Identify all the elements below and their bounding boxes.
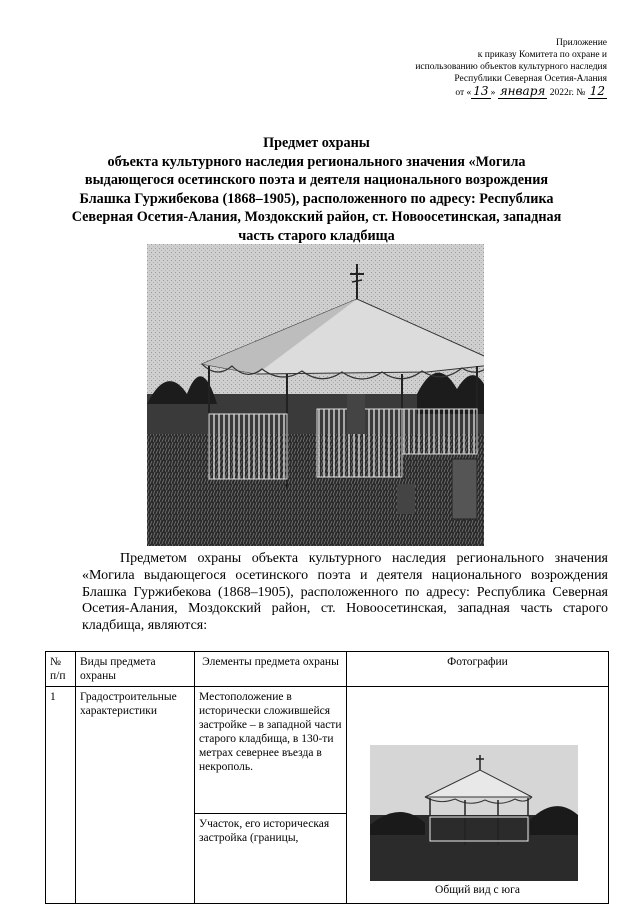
row-element-location: Местоположение в исторически сложившейся застройке – в западной части старого кладбища, в 130-ти метрах севернее въезда в некрополь. [195, 687, 347, 814]
order-number: 12 [589, 84, 605, 98]
date-prefix: от « [455, 88, 472, 98]
header-num: № п/п [46, 652, 76, 687]
title-line: Блашка Гуржибекова (1868–1905), расположенного по адресу: Республика [79, 190, 554, 207]
document-title [40, 134, 593, 245]
grave-pavilion-photo [147, 244, 484, 546]
intro-paragraph [82, 551, 608, 635]
intro-text: Предметом охраны объекта культурного наследия регионального значения «Могила выдающегося осетинского поэта и деятеля национального возрождения Блашка Гуржибекова (1868–1905), расположенного по адресу: Республика Северная Осетия-Алания, Моздокский район, ст. Новоосетинская, западная часть старого кладбища, являются: [82, 551, 608, 634]
row-photo-cell [347, 687, 609, 904]
photo-caption: Общий вид с юга [435, 884, 520, 896]
appendix-line: к приказу Комитета по охране и [477, 50, 607, 60]
title-line: объекта культурного наследия регионального значения «Могила [107, 153, 526, 170]
title-line: выдающегося осетинского поэта и деятеля национального возрождения [84, 172, 549, 188]
row-type: Градостроительные характеристики [76, 687, 195, 904]
date-day: 13 [473, 84, 489, 98]
table-header-row [46, 652, 609, 687]
title-line: Предмет охраны [263, 135, 370, 151]
appendix-date-line [327, 85, 607, 99]
appendix-line: использованию объектов культурного наследия [415, 62, 607, 72]
title-line: Северная Осетия-Алания, Моздокский район, ст. Новоосетинская, западная [71, 209, 562, 225]
date-year: 2022г. № [549, 88, 586, 98]
south-view-photo [370, 745, 578, 881]
header-photos: Фотографии [347, 652, 609, 687]
header-type: Виды предмета охраны [76, 652, 195, 687]
row-element-plot: Участок, его историческая застройка (границы, [195, 814, 347, 904]
table-row [46, 687, 609, 814]
appendix-line: Республики Северная Осетия-Алания [454, 74, 607, 84]
appendix-header [327, 37, 607, 99]
protection-table [45, 651, 609, 904]
appendix-line: Приложение [556, 38, 607, 48]
header-elements: Элементы предмета охраны [195, 652, 347, 687]
row-num: 1 [46, 687, 76, 904]
title-line: часть старого кладбища [238, 227, 395, 244]
date-mid: » [490, 88, 496, 98]
date-month: января [499, 84, 546, 98]
